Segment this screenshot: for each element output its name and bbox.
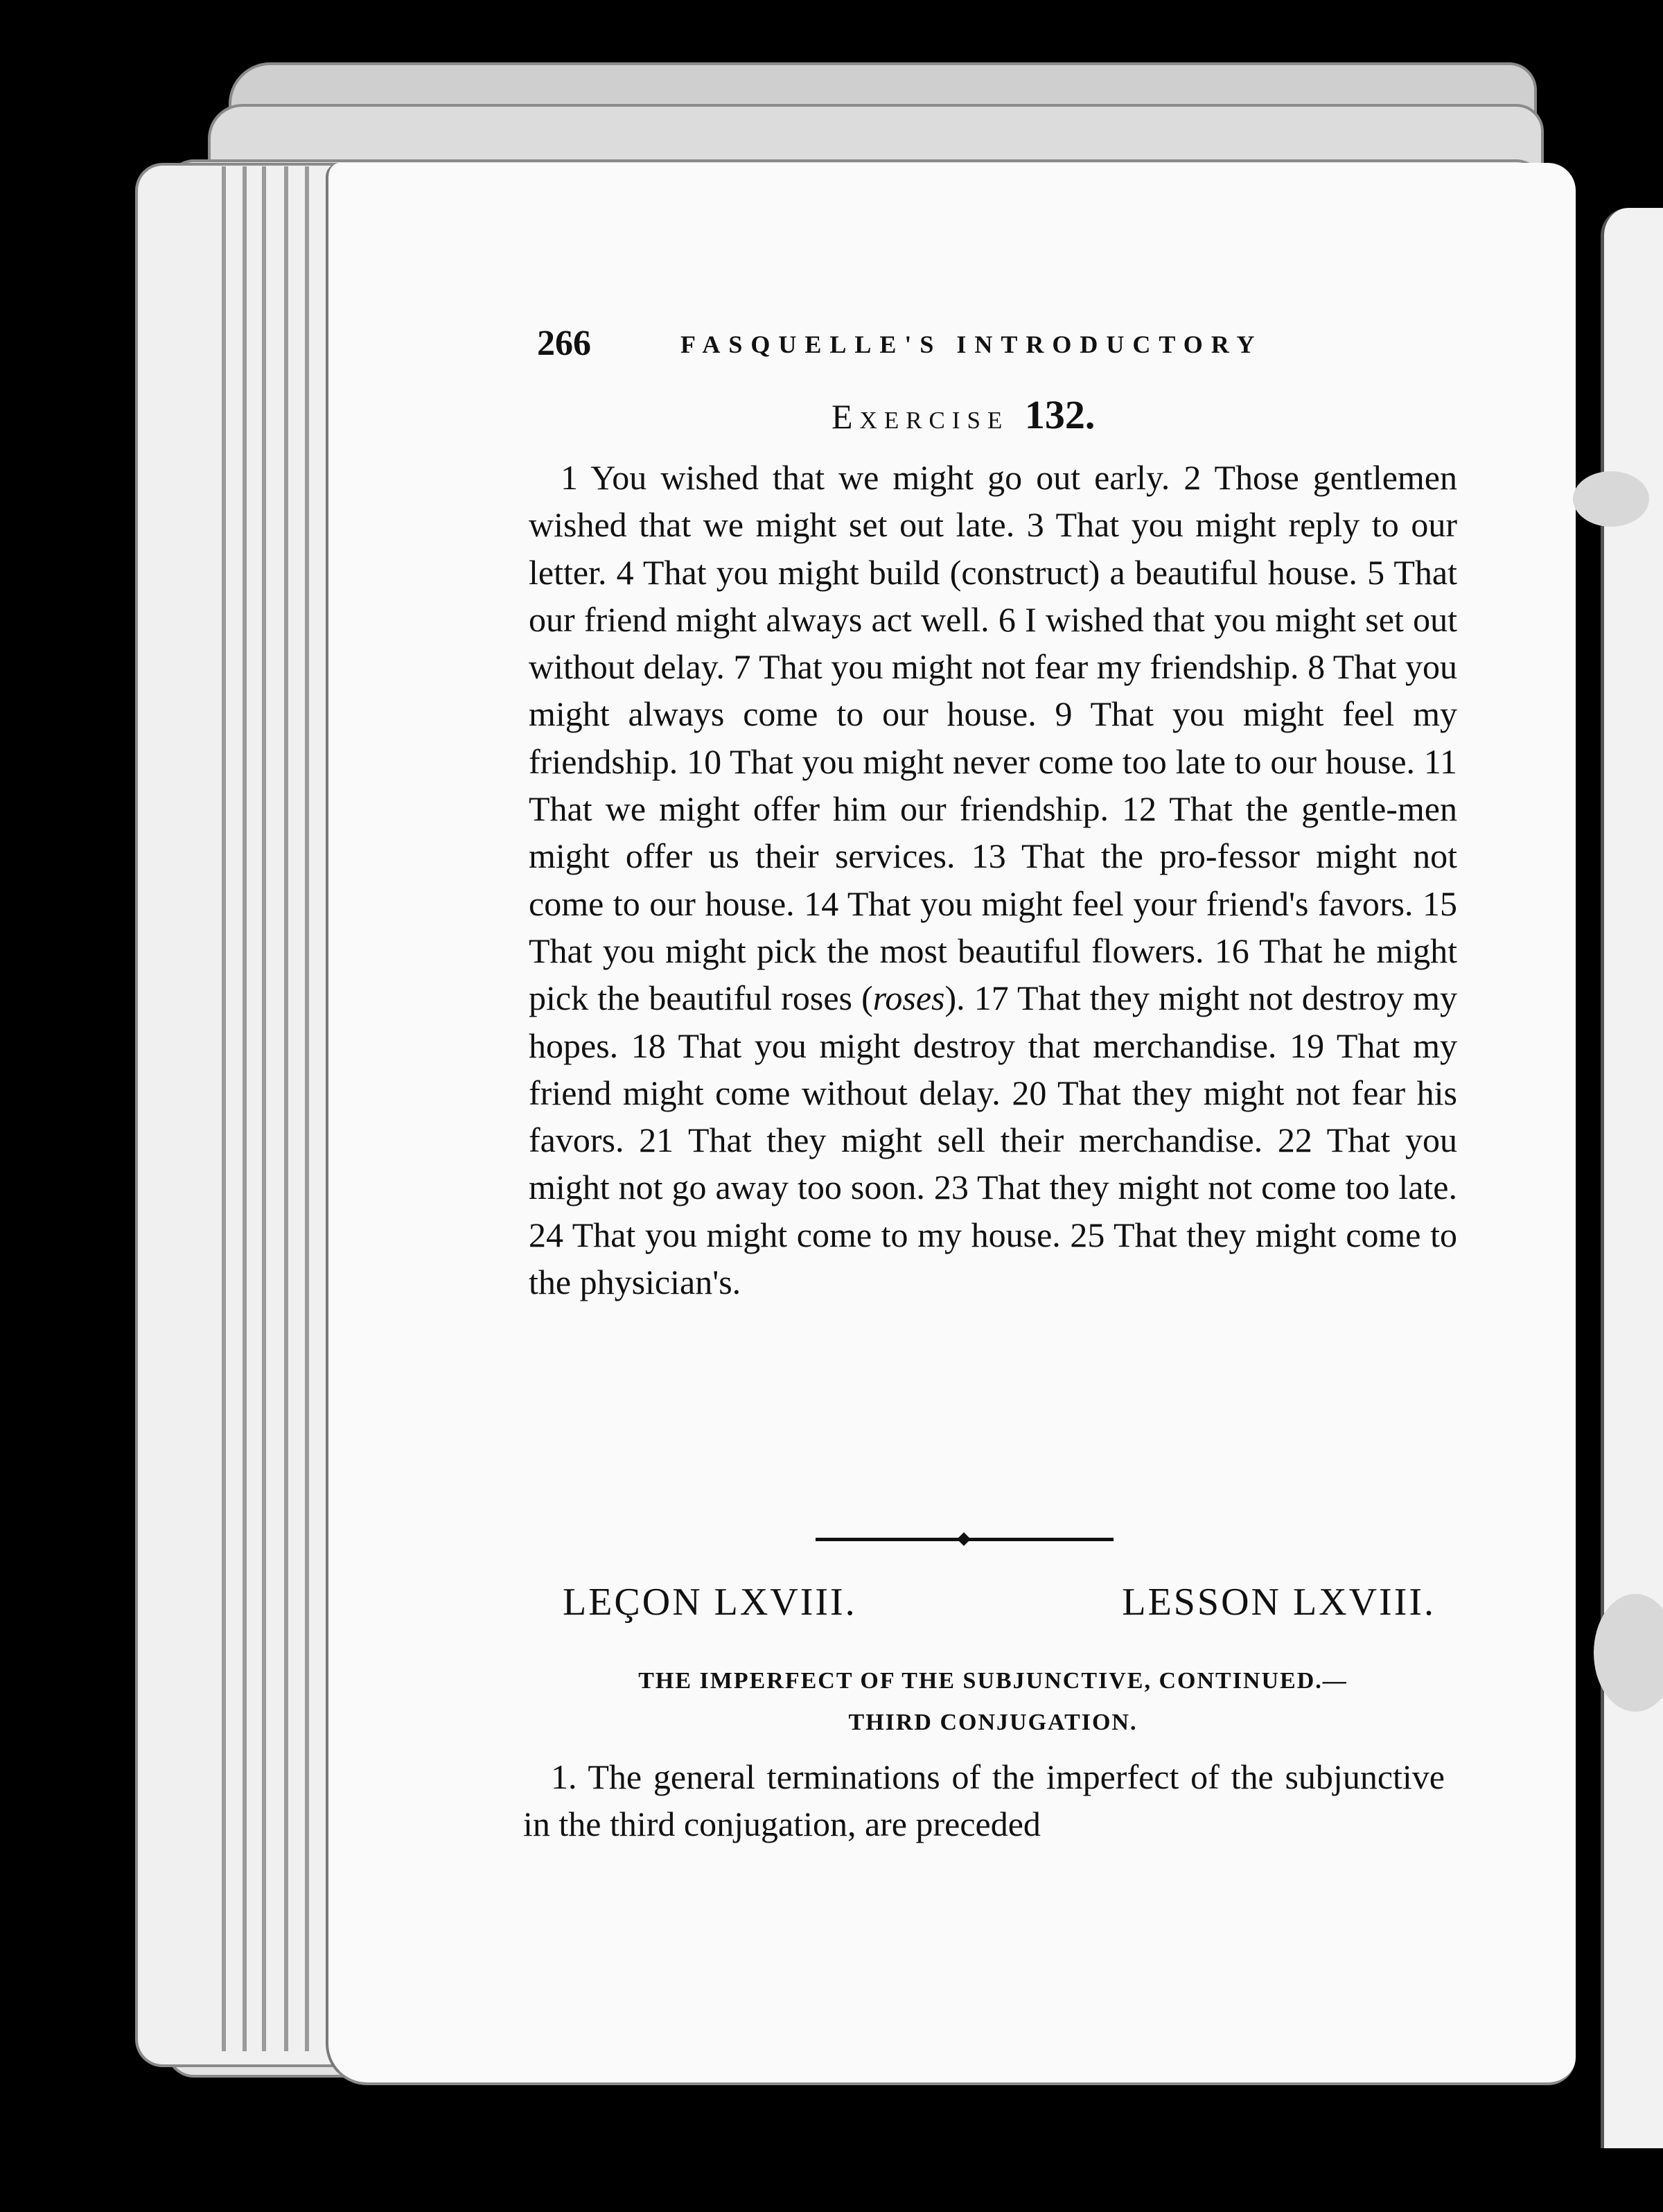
exercise-text-italic: roses (872, 978, 945, 1018)
exercise-heading (832, 392, 1095, 438)
paper-blemish (1573, 471, 1649, 527)
exercise-text-part: ). 17 That they might not destroy my hopes. 18 That you might destroy that merchandise. 19 That my friend might come without delay. 20 That they might not fear his favors. 21 That they might sell their merchandise. 22 That you might not go away too soon. 23 That they might not come too late. 24 That you might come to my house. 25 That they might come to the physician's. (529, 978, 1457, 1302)
page-stack (135, 163, 346, 2067)
exercise-text (529, 454, 1457, 1306)
subheading-line: THE IMPERFECT OF THE SUBJUNCTIVE, CONTINUED.— (638, 1668, 1348, 1694)
page-edge-line (284, 166, 288, 2051)
lesson-title-english: LESSON LXVIII. (1122, 1581, 1436, 1624)
page-edge-line (243, 166, 247, 2051)
page-number: 266 (537, 324, 591, 363)
running-head (537, 323, 1320, 365)
page-edge-line (305, 166, 309, 2051)
exercise-text-part: 1 You wished that we might go out early. 2 Those gentlemen wished that we might set out late. 3 That you might reply to our letter. 4 That you might build (construct) a beautiful house. 5 That our friend might always act well. 6 I wished that you might set out without delay. 7 That you might not fear my friendship. 8 That you might always come to our house. 9 That you might feel my friendship. 10 That you might never come too late to our house. 11 That we might offer him our friendship. 12 That the gentle-men might offer us their services. 13 That the pro-fessor might not come to our house. 14 That you might feel your friend's favors. 15 That you might pick the most beautiful flowers. 16 That he might pick the beautiful roses ( (529, 458, 1457, 1018)
page-edge-line (262, 166, 266, 2051)
body-paragraph: 1. The general terminations of the imperfect of the subjunctive in the third conjugation, are preceded (523, 1757, 1445, 1843)
ornament-rule (816, 1532, 1114, 1546)
lesson-subheading (539, 1660, 1447, 1744)
exercise-label: Exercise (832, 397, 1010, 436)
exercise-number: 132. (1024, 392, 1096, 437)
subheading-line: THIRD CONJUGATION. (848, 1710, 1138, 1735)
running-title: FASQUELLE'S INTRODUCTORY (680, 331, 1263, 358)
page-edge-line (222, 166, 226, 2051)
diamond-ornament-icon (957, 1532, 971, 1546)
lesson-title-french: LEÇON LXVIII. (563, 1581, 857, 1624)
lesson-heading (563, 1580, 1436, 1624)
